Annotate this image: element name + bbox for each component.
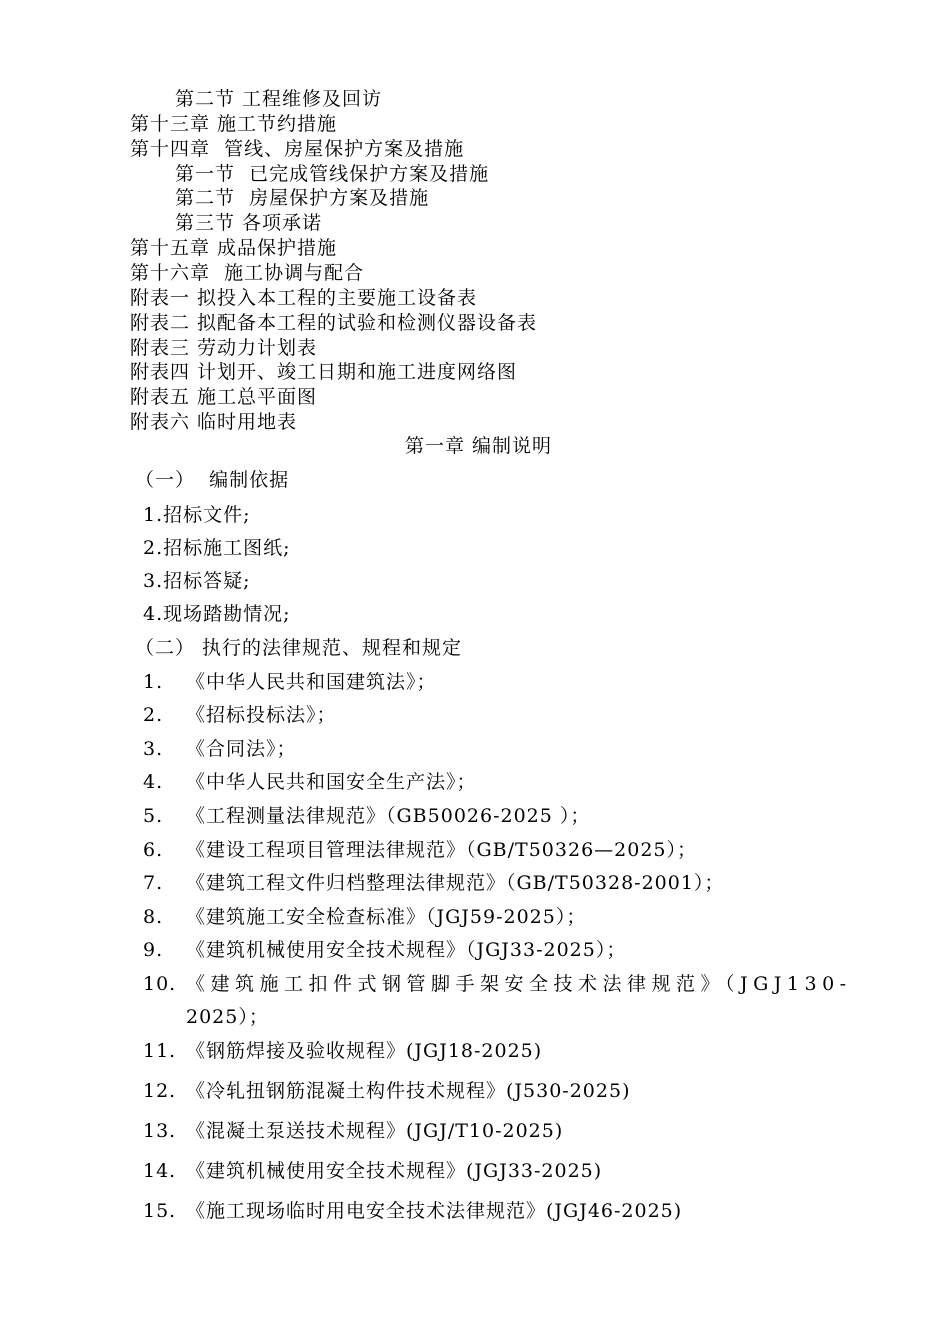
law-number: 10. xyxy=(143,973,177,995)
law-title: 《建筑施工安全检查标准》（JGJ59-2025）； xyxy=(186,906,587,928)
basis-item: 2.招标施工图纸; xyxy=(143,537,291,559)
law-title: 《建设工程项目管理法律规范》（GB/T50326—2025）； xyxy=(186,839,698,861)
toc-entry: 第十四章 管线、房屋保护方案及措施 xyxy=(130,138,465,160)
law-number: 5. xyxy=(143,805,164,827)
law-title: 《建筑工程文件归档整理法律规范》（GB/T50328-2001）； xyxy=(186,872,725,894)
law-number: 15. xyxy=(143,1200,177,1222)
law-number: 13. xyxy=(143,1120,177,1142)
toc-entry: 附表四 计划开、竣工日期和施工进度网络图 xyxy=(130,361,518,383)
toc-entry: 附表一 拟投入本工程的主要施工设备表 xyxy=(130,287,478,309)
law-title: 《钢筋焊接及验收规程》(JGJ18-2025) xyxy=(186,1040,543,1062)
toc-entry: 附表五 施工总平面图 xyxy=(130,386,318,408)
law-title: 《施工现场临时用电安全技术法律规范》(JGJ46-2025) xyxy=(186,1200,683,1222)
chapter-title: 第一章 编制说明 xyxy=(405,435,553,457)
toc-entry: 第二节 工程维修及回访 xyxy=(175,88,383,110)
law-number: 11. xyxy=(143,1040,177,1062)
law-title: 《工程测量法律规范》（GB50026-2025 ）； xyxy=(186,805,591,827)
law-title: 《冷轧扭钢筋混凝土构件技术规程》(J530-2025) xyxy=(186,1080,631,1102)
toc-entry: 附表二 拟配备本工程的试验和检测仪器设备表 xyxy=(130,312,538,334)
law-number: 1. xyxy=(143,671,164,693)
toc-entry: 第十六章 施工协调与配合 xyxy=(130,262,365,284)
law-title: 《中华人民共和国建筑法》； xyxy=(186,671,437,693)
law-number: 12. xyxy=(143,1080,177,1102)
law-title: 《建筑施工扣件式钢管脚手架安全技术法律规范》（JGJ130- xyxy=(186,973,852,995)
law-title: 《混凝土泵送技术规程》(JGJ/T10-2025) xyxy=(186,1120,564,1142)
toc-entry: 第三节 各项承诺 xyxy=(175,212,323,234)
basis-item: 1.招标文件; xyxy=(143,504,251,526)
law-number: 3. xyxy=(143,738,164,760)
toc-entry: 第十三章 施工节约措施 xyxy=(130,113,338,135)
law-number: 9. xyxy=(143,939,164,961)
section-heading: （一） 编制依据 xyxy=(135,469,290,491)
section-heading: （二） 执行的法律规范、规程和规定 xyxy=(135,637,463,659)
toc-entry: 第二节 房屋保护方案及措施 xyxy=(175,187,430,209)
law-title: 《建筑机械使用安全技术规程》（JGJ33-2025）； xyxy=(186,939,627,961)
law-number: 4. xyxy=(143,771,164,793)
toc-entry: 附表三 劳动力计划表 xyxy=(130,337,318,359)
law-number: 2. xyxy=(143,704,164,726)
toc-entry: 第十五章 成品保护措施 xyxy=(130,237,338,259)
law-title-continuation: 2025）； xyxy=(186,1006,269,1028)
basis-item: 4.现场踏勘情况; xyxy=(143,603,291,625)
toc-entry: 第一节 已完成管线保护方案及措施 xyxy=(175,163,490,185)
law-number: 14. xyxy=(143,1160,177,1182)
law-title: 《招标投标法》； xyxy=(186,704,337,726)
law-title: 《中华人民共和国安全生产法》； xyxy=(186,771,477,793)
law-title: 《建筑机械使用安全技术规程》(JGJ33-2025) xyxy=(186,1160,603,1182)
law-number: 7. xyxy=(143,872,164,894)
toc-entry: 附表六 临时用地表 xyxy=(130,411,298,433)
law-number: 8. xyxy=(143,906,164,928)
basis-item: 3.招标答疑; xyxy=(143,570,251,592)
law-title: 《合同法》； xyxy=(186,738,297,760)
law-number: 6. xyxy=(143,839,164,861)
